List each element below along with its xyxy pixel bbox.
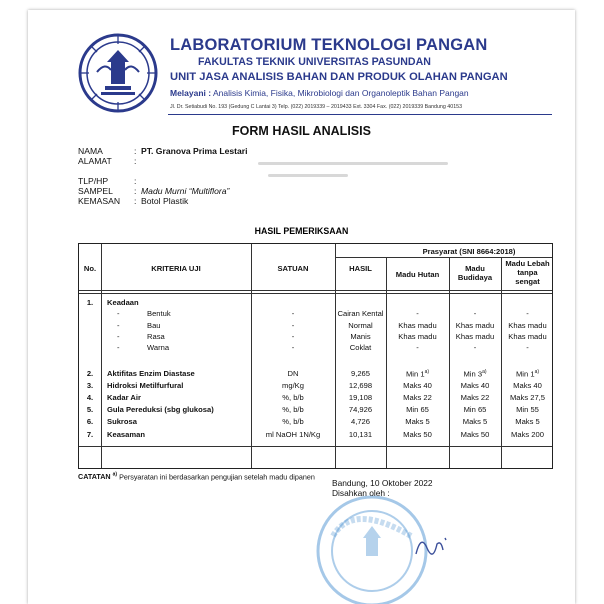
keadaan-item-name: Bentuk [147, 309, 171, 318]
footnote-mark: a) [534, 369, 540, 375]
row-lebah: Maks 5 [515, 417, 540, 426]
keadaan-item-name: Rasa [147, 332, 165, 341]
redacted-phone [268, 174, 348, 177]
keadaan-item-hasil: Coklat [349, 343, 372, 352]
row-hasil: 9,265 [350, 369, 370, 378]
row-kriteria: Gula Pereduksi (sbg glukosa) [107, 405, 214, 414]
keadaan-item-name: Bau [147, 321, 161, 330]
row-hutan: Maks 50 [403, 430, 432, 439]
row-kriteria: Sukrosa [107, 417, 137, 426]
row-hasil: 12,698 [348, 381, 373, 390]
signing-date: Bandung, 10 Oktober 2022 [332, 478, 433, 488]
row-hasil: 4,726 [350, 417, 370, 426]
kemasan-value: Botol Plastik [141, 196, 189, 206]
header-madu-budidaya: Madu Budidaya [457, 264, 493, 282]
keadaan-item-lebah: Khas madu [508, 332, 547, 341]
row-satuan: ml NaOH 1N/Kg [265, 430, 321, 439]
kemasan-label: KEMASAN [78, 196, 121, 206]
keadaan-item-hutan: Khas madu [398, 321, 437, 330]
nama-label: NAMA [78, 146, 103, 156]
section-title: HASIL PEMERIKSAAN [254, 226, 349, 236]
address-line: Jl. Dr. Setiabudi No. 193 (Gedung C Lantai 3) Telp. (022) 2019339 – 2019433 Ext. 3304 Fax. (022) 2019339 Bandung 40153 [170, 104, 463, 110]
row-lebah: Maks 27,5 [509, 393, 546, 402]
header-divider [168, 114, 552, 115]
row-no: 3. [86, 381, 94, 390]
row-budidaya: Maks 40 [460, 381, 490, 390]
header-hasil: HASIL [349, 264, 372, 273]
keadaan-item-name: Warna [147, 343, 170, 352]
footnote-mark: a) [424, 369, 430, 375]
keadaan-item-hutan: - [416, 309, 419, 318]
bullet-dash: - [117, 332, 120, 341]
row-no: 7. [86, 430, 94, 439]
row-budidaya: Maks 50 [460, 430, 490, 439]
keadaan-item-hasil: Manis [350, 332, 371, 341]
keadaan-item-satuan: - [291, 332, 295, 341]
row-no: 2. [86, 369, 94, 378]
row-hasil: 19,108 [348, 393, 373, 402]
kemasan-colon: : [134, 196, 137, 206]
row-lebah: Maks 200 [511, 430, 544, 439]
row-satuan: %, b/b [282, 417, 304, 426]
document-page [28, 10, 575, 604]
keadaan-item-hasil: Normal [348, 321, 373, 330]
row-kriteria: Kadar Air [107, 393, 141, 402]
row-budidaya: Min 3$^{a)}$ [463, 369, 487, 379]
sampel-value: Madu Murni “Multiflora” [141, 186, 230, 196]
row-hasil: 74,926 [348, 405, 373, 414]
unit-name: UNIT JASA ANALISIS BAHAN DAN PRODUK OLAHAN PANGAN [170, 71, 508, 83]
header-prasyarat: Prasyarat (SNI 8664:2018) [422, 247, 516, 256]
keadaan-item-budidaya: Khas madu [455, 332, 495, 341]
row-kriteria: Keasaman [107, 430, 145, 439]
row-hutan: Maks 5 [405, 417, 430, 426]
keadaan-item-budidaya: - [473, 343, 477, 352]
signature-scribble-icon [413, 530, 453, 560]
row-satuan: %, b/b [282, 393, 304, 402]
keadaan-item-lebah: - [526, 309, 529, 318]
row-lebah: Min 55 [516, 405, 539, 414]
row-no: 4. [86, 393, 94, 402]
row-kriteria: Aktifitas Enzim Diastase [107, 369, 195, 378]
row-budidaya: Min 65 [463, 405, 487, 414]
header-satuan: SATUAN [277, 264, 309, 273]
keadaan-item-satuan: - [291, 343, 295, 352]
header-no: No. [83, 264, 97, 273]
header-madu-hutan: Madu Hutan [395, 270, 440, 279]
bullet-dash: - [117, 343, 120, 352]
row-hasil: 10,131 [348, 430, 373, 439]
note: CATATAN $^{a)}$ Persyaratan ini berdasarkan pengujian setelah madu dipanen [78, 472, 315, 482]
row-hutan: Min 1$^{a)}$ [405, 369, 430, 379]
form-title: FORM HASIL ANALISIS [232, 124, 371, 138]
services-line: Melayani : Analisis Kimia, Fisika, Mikrobiologi dan Organoleptik Bahan Pangan [170, 88, 469, 98]
row-budidaya: Maks 22 [460, 393, 490, 402]
bullet-dash: - [117, 309, 120, 318]
keadaan-item-hutan: Khas madu [398, 332, 437, 341]
row-lebah: Maks 40 [513, 381, 542, 390]
row-budidaya: Maks 5 [462, 417, 488, 426]
nama-value: PT. Granova Prima Lestari [141, 146, 248, 156]
approved-by: Disahkan oleh : [332, 488, 390, 498]
keadaan-item-budidaya: - [473, 309, 477, 318]
keadaan-item-satuan: - [291, 321, 295, 330]
row-no: 6. [86, 417, 94, 426]
row-no: 5. [86, 405, 94, 414]
row-satuan: %, b/b [282, 405, 304, 414]
header-madu-lebah: Madu Lebah tanpa sengat [505, 259, 550, 286]
tlp-label: TLP/HP [78, 176, 109, 186]
keadaan-item-budidaya: Khas madu [455, 321, 495, 330]
keadaan-item-hutan: - [416, 343, 419, 352]
keadaan-item-lebah: - [526, 343, 529, 352]
row-satuan: mg/Kg [282, 381, 304, 390]
faculty-name: FAKULTAS TEKNIK UNIVERSITAS PASUNDAN [198, 56, 431, 68]
row-no-1: 1. [86, 298, 94, 307]
nama-colon: : [134, 146, 137, 156]
keadaan-item-hasil: Cairan Kental [337, 309, 384, 318]
keadaan-item-lebah: Khas madu [508, 321, 547, 330]
sampel-label: SAMPEL [78, 186, 113, 196]
header-kriteria: KRITERIA UJI [151, 264, 201, 273]
row-kriteria: Hidroksi Metilfurfural [107, 381, 184, 390]
keadaan-label: Keadaan [107, 298, 139, 307]
row-hutan: Maks 40 [403, 381, 432, 390]
lab-name: LABORATORIUM TEKNOLOGI PANGAN [170, 36, 488, 54]
sampel-colon: : [134, 186, 137, 196]
bullet-dash: - [117, 321, 120, 330]
row-satuan: DN [287, 369, 299, 378]
keadaan-item-satuan: - [291, 309, 295, 318]
row-hutan: Min 65 [406, 405, 429, 414]
redacted-address [258, 162, 448, 165]
alamat-colon: : [134, 156, 137, 166]
university-crest-icon [77, 32, 159, 114]
alamat-label: ALAMAT [78, 156, 112, 166]
tlp-colon: : [134, 176, 137, 186]
footnote-mark: a) [482, 369, 487, 375]
row-lebah: Min 1$^{a)}$ [515, 369, 540, 379]
results-table [78, 243, 553, 469]
row-hutan: Maks 22 [403, 393, 432, 402]
